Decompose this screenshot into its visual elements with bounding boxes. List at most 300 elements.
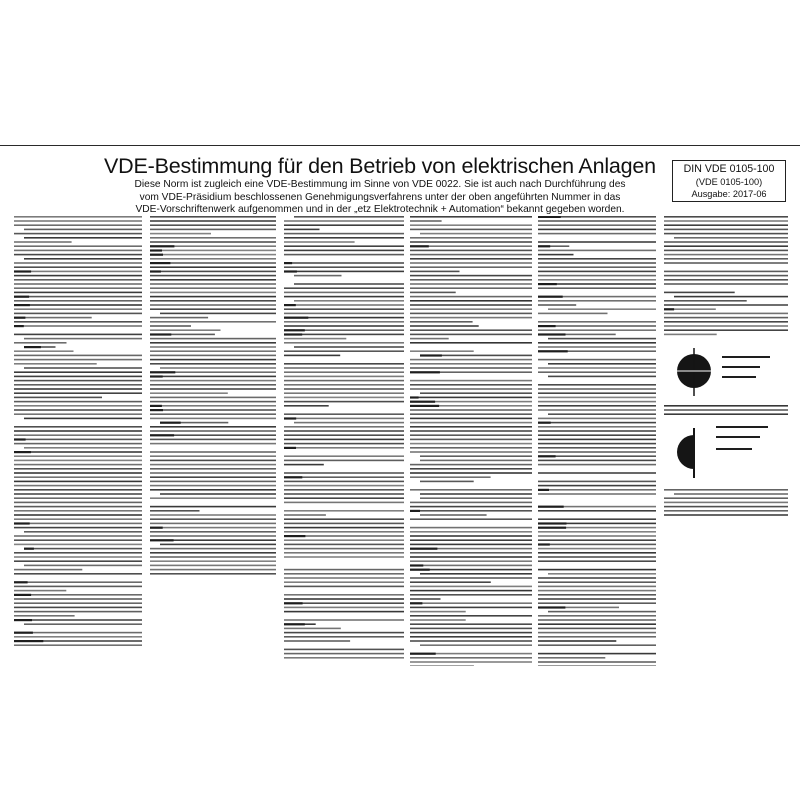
text-line xyxy=(410,317,532,319)
text-line xyxy=(150,430,276,432)
text-line xyxy=(410,443,532,445)
text-line xyxy=(14,510,142,512)
text-line xyxy=(410,241,532,243)
text-line xyxy=(14,611,142,613)
text-line xyxy=(284,472,404,474)
text-line xyxy=(284,514,326,516)
text-line-heading xyxy=(284,270,297,272)
text-line xyxy=(150,413,276,415)
vde-number: (VDE 0105-100) xyxy=(695,177,763,187)
text-line xyxy=(284,426,404,428)
text-line xyxy=(538,275,656,277)
text-line xyxy=(538,271,656,273)
text-line xyxy=(664,300,747,302)
text-line xyxy=(14,275,142,277)
text-line xyxy=(664,334,717,336)
text-line xyxy=(14,644,142,646)
text-line xyxy=(14,552,142,554)
text-line xyxy=(410,220,442,222)
text-line xyxy=(150,565,276,567)
text-line xyxy=(14,371,142,373)
text-line xyxy=(284,518,404,520)
text-line xyxy=(538,405,656,407)
text-line xyxy=(410,430,532,432)
text-line xyxy=(150,308,276,310)
text-line xyxy=(14,380,142,382)
text-line xyxy=(14,472,142,474)
text-line xyxy=(150,460,276,462)
text-line xyxy=(284,569,404,571)
text-line xyxy=(410,275,532,277)
text-line xyxy=(150,531,276,533)
text-line-heading xyxy=(14,619,32,621)
text-line xyxy=(24,623,142,625)
text-line xyxy=(420,481,474,483)
text-line-heading xyxy=(410,510,420,512)
text-line xyxy=(664,250,788,252)
text-line xyxy=(410,636,532,638)
text-line xyxy=(150,548,276,550)
text-line xyxy=(538,287,656,289)
text-line xyxy=(664,283,788,285)
text-line xyxy=(538,640,616,642)
text-line xyxy=(538,250,656,252)
text-line-heading xyxy=(410,564,423,566)
text-line xyxy=(284,405,329,407)
text-line-heading xyxy=(538,296,563,298)
text-line xyxy=(410,527,532,529)
text-line xyxy=(410,329,532,331)
text-line xyxy=(284,544,404,546)
text-line xyxy=(538,472,656,474)
text-line xyxy=(160,313,276,315)
text-line xyxy=(538,590,656,592)
text-line xyxy=(284,573,404,575)
text-line xyxy=(410,510,532,512)
text-line xyxy=(410,623,532,625)
text-line xyxy=(14,497,142,499)
text-line xyxy=(664,317,788,319)
text-line xyxy=(150,464,276,466)
text-line xyxy=(150,535,276,537)
text-line xyxy=(538,615,656,617)
standard-sheet xyxy=(0,145,800,666)
text-line xyxy=(410,279,532,281)
text-line-heading xyxy=(410,548,437,550)
text-line xyxy=(160,544,276,546)
text-line xyxy=(14,594,142,596)
text-line xyxy=(284,493,404,495)
text-line xyxy=(14,317,92,319)
text-line xyxy=(674,237,788,239)
text-line xyxy=(150,287,276,289)
text-line xyxy=(150,409,276,411)
text-line-heading xyxy=(284,623,305,625)
text-line-heading xyxy=(410,245,429,247)
text-line-heading xyxy=(14,438,26,440)
text-line-heading xyxy=(14,640,43,642)
text-line xyxy=(294,300,404,302)
text-line xyxy=(14,292,142,294)
text-line xyxy=(538,628,656,630)
text-line xyxy=(410,422,532,424)
text-line xyxy=(150,468,276,470)
text-line xyxy=(548,376,656,378)
text-line xyxy=(410,397,532,399)
text-line xyxy=(410,359,532,361)
text-line xyxy=(284,371,404,373)
text-line xyxy=(24,548,142,550)
text-line xyxy=(24,447,142,449)
figure-sphere-top xyxy=(668,348,770,396)
text-line-heading xyxy=(150,254,163,256)
text-line-heading xyxy=(538,522,567,524)
text-line xyxy=(150,363,276,365)
document-header xyxy=(100,154,660,217)
text-line xyxy=(150,237,276,239)
text-line xyxy=(294,422,404,424)
text-line xyxy=(284,552,404,554)
text-line xyxy=(150,233,211,235)
text-line xyxy=(284,388,404,390)
text-line xyxy=(284,308,404,310)
text-line-heading xyxy=(14,296,29,298)
text-line xyxy=(410,531,532,533)
text-line-heading xyxy=(14,270,31,272)
text-line xyxy=(538,325,656,327)
text-line xyxy=(538,220,656,222)
text-line xyxy=(150,229,276,231)
text-line xyxy=(410,300,532,302)
text-line-heading xyxy=(538,606,565,608)
text-line xyxy=(410,338,449,340)
text-line xyxy=(410,661,532,663)
text-line xyxy=(410,308,532,310)
text-line xyxy=(410,506,532,508)
text-line xyxy=(284,598,404,600)
text-line xyxy=(284,271,404,273)
text-line xyxy=(410,229,532,231)
dense-text-columns xyxy=(14,216,788,666)
edition-date: Ausgabe: 2017-06 xyxy=(691,189,767,199)
text-line xyxy=(284,413,404,415)
text-line xyxy=(294,346,404,348)
text-line xyxy=(284,481,404,483)
figure-sphere-bottom xyxy=(677,426,768,478)
text-line xyxy=(24,418,142,420)
text-line-heading xyxy=(150,262,170,264)
text-line xyxy=(284,489,404,491)
text-line xyxy=(284,296,404,298)
text-line xyxy=(284,384,404,386)
text-line xyxy=(410,304,532,306)
text-line xyxy=(538,653,656,655)
text-line xyxy=(14,586,142,588)
text-line xyxy=(410,363,532,365)
text-line xyxy=(14,439,142,441)
text-line xyxy=(538,388,656,390)
text-line xyxy=(14,388,142,390)
text-line xyxy=(538,262,656,264)
text-line xyxy=(674,493,788,495)
text-line xyxy=(294,283,404,285)
text-line xyxy=(150,296,276,298)
text-line xyxy=(284,342,404,344)
text-line xyxy=(150,401,276,403)
text-line xyxy=(548,413,656,415)
text-line xyxy=(410,476,491,478)
text-line xyxy=(14,355,142,357)
text-line xyxy=(410,350,474,352)
text-line xyxy=(420,460,532,462)
text-line xyxy=(284,464,324,466)
text-line xyxy=(410,581,491,583)
text-line-heading xyxy=(150,527,163,529)
text-line xyxy=(410,321,473,323)
text-line xyxy=(150,342,276,344)
text-line xyxy=(150,241,276,243)
text-line xyxy=(410,590,532,592)
text-line xyxy=(538,346,656,348)
text-line xyxy=(14,405,142,407)
text-line xyxy=(538,447,656,449)
text-line xyxy=(14,397,102,399)
text-line-heading xyxy=(538,527,566,529)
text-line xyxy=(410,665,474,666)
text-line xyxy=(24,531,142,533)
text-line xyxy=(14,560,142,562)
text-line-heading xyxy=(284,329,305,331)
text-line xyxy=(538,460,656,462)
text-line xyxy=(160,367,276,369)
text-line xyxy=(410,334,532,336)
text-line xyxy=(664,514,788,516)
text-line xyxy=(410,283,532,285)
text-line xyxy=(420,233,532,235)
text-line xyxy=(410,447,532,449)
text-line xyxy=(410,628,532,630)
text-line-heading xyxy=(284,447,296,449)
text-line xyxy=(284,539,404,541)
text-line xyxy=(150,392,228,394)
text-line xyxy=(14,334,142,336)
text-line xyxy=(538,569,656,571)
text-line xyxy=(14,266,142,268)
text-line xyxy=(538,489,656,491)
text-line-heading xyxy=(538,350,568,352)
text-line xyxy=(538,644,656,646)
text-line-heading xyxy=(410,396,419,398)
text-line xyxy=(664,409,788,411)
text-line xyxy=(538,455,656,457)
text-line xyxy=(538,422,656,424)
text-line xyxy=(664,506,788,508)
illegible-body-text xyxy=(0,216,800,666)
text-line xyxy=(150,514,276,516)
text-line xyxy=(284,657,404,659)
text-line xyxy=(284,502,404,504)
text-line xyxy=(284,443,404,445)
text-line xyxy=(14,321,142,323)
text-line-heading xyxy=(410,401,435,403)
text-line xyxy=(538,329,656,331)
text-line xyxy=(538,636,656,638)
text-line xyxy=(410,518,532,520)
text-line xyxy=(14,359,142,361)
text-line xyxy=(284,220,404,222)
text-line xyxy=(410,258,532,260)
text-line xyxy=(14,283,142,285)
text-line xyxy=(664,258,788,260)
text-line xyxy=(538,531,656,533)
text-line xyxy=(664,329,788,331)
text-line xyxy=(14,489,142,491)
text-line xyxy=(538,434,656,436)
text-line xyxy=(150,552,276,554)
text-line xyxy=(24,338,142,340)
text-line xyxy=(284,350,404,352)
text-line xyxy=(284,548,404,550)
text-line xyxy=(284,455,404,457)
text-line xyxy=(14,485,142,487)
text-line xyxy=(538,560,656,562)
text-line xyxy=(664,229,788,231)
text-line xyxy=(150,220,276,222)
text-line xyxy=(284,619,404,621)
text-line xyxy=(538,418,656,420)
text-line xyxy=(410,439,532,441)
text-line xyxy=(150,321,276,323)
text-line xyxy=(14,279,142,281)
text-line xyxy=(14,363,97,365)
text-line xyxy=(538,241,656,243)
text-line xyxy=(410,489,532,491)
text-line xyxy=(150,472,276,474)
text-line xyxy=(284,581,404,583)
text-line xyxy=(410,384,532,386)
text-line xyxy=(150,481,276,483)
text-line xyxy=(14,287,142,289)
text-line xyxy=(150,350,276,352)
text-line xyxy=(24,258,142,260)
text-line xyxy=(150,485,276,487)
text-line xyxy=(538,493,656,495)
text-line-heading xyxy=(150,409,163,411)
text-line xyxy=(420,455,532,457)
text-line xyxy=(410,560,532,562)
text-line xyxy=(420,644,532,646)
text-line xyxy=(284,229,320,231)
text-line xyxy=(410,552,532,554)
text-line xyxy=(284,338,346,340)
text-line xyxy=(150,271,276,273)
text-line xyxy=(664,292,735,294)
text-line xyxy=(150,451,276,453)
text-line xyxy=(14,451,142,453)
text-line xyxy=(538,224,656,226)
text-line-heading xyxy=(284,317,308,319)
text-line xyxy=(538,510,656,512)
text-line xyxy=(150,489,276,491)
text-line xyxy=(538,464,656,466)
text-line xyxy=(538,384,656,386)
text-line xyxy=(664,245,788,247)
text-line xyxy=(150,455,276,457)
text-line xyxy=(150,497,276,499)
text-line xyxy=(284,523,404,525)
text-line xyxy=(284,460,404,462)
text-line-heading xyxy=(410,371,440,373)
text-line xyxy=(538,233,656,235)
text-line xyxy=(14,493,142,495)
text-line xyxy=(664,220,788,222)
text-line xyxy=(150,329,221,331)
text-line xyxy=(14,535,142,537)
text-line xyxy=(284,497,404,499)
text-line-heading xyxy=(284,417,296,419)
text-line xyxy=(420,497,532,499)
text-line-heading xyxy=(14,451,31,453)
text-line xyxy=(150,569,276,571)
text-line xyxy=(150,426,276,428)
text-line xyxy=(150,556,276,558)
text-line-heading xyxy=(664,308,674,310)
text-line xyxy=(150,304,276,306)
text-line xyxy=(150,523,276,525)
standard-number: DIN VDE 0105-100 xyxy=(683,163,775,175)
text-line-heading xyxy=(538,506,564,508)
text-line xyxy=(548,308,656,310)
text-line xyxy=(284,321,404,323)
text-line-heading xyxy=(14,304,30,306)
text-line-heading xyxy=(150,539,174,541)
text-line xyxy=(410,426,532,428)
text-line xyxy=(410,657,532,659)
text-line-heading xyxy=(538,455,556,457)
text-line xyxy=(538,401,656,403)
text-line xyxy=(14,254,142,256)
text-line-heading xyxy=(538,216,561,218)
text-line xyxy=(538,657,605,659)
text-line xyxy=(664,262,788,264)
text-line xyxy=(14,581,142,583)
text-line xyxy=(14,607,142,609)
text-line xyxy=(410,464,532,466)
text-line xyxy=(410,367,532,369)
text-line xyxy=(150,443,276,445)
text-line-heading xyxy=(284,333,302,335)
text-line xyxy=(420,392,532,394)
text-line xyxy=(284,237,404,239)
text-line-heading xyxy=(284,535,305,537)
text-line xyxy=(664,271,788,273)
text-line xyxy=(538,544,656,546)
text-line xyxy=(410,535,532,537)
text-line xyxy=(410,216,532,218)
text-line xyxy=(538,367,656,369)
text-line xyxy=(284,594,404,596)
text-line xyxy=(538,581,656,583)
text-line-heading xyxy=(150,434,174,436)
text-line xyxy=(150,527,276,529)
text-line xyxy=(284,485,404,487)
text-line xyxy=(284,241,355,243)
text-line xyxy=(664,405,788,407)
text-line xyxy=(14,476,142,478)
text-line-heading xyxy=(24,548,34,550)
text-line xyxy=(284,653,404,655)
text-line xyxy=(150,266,276,268)
